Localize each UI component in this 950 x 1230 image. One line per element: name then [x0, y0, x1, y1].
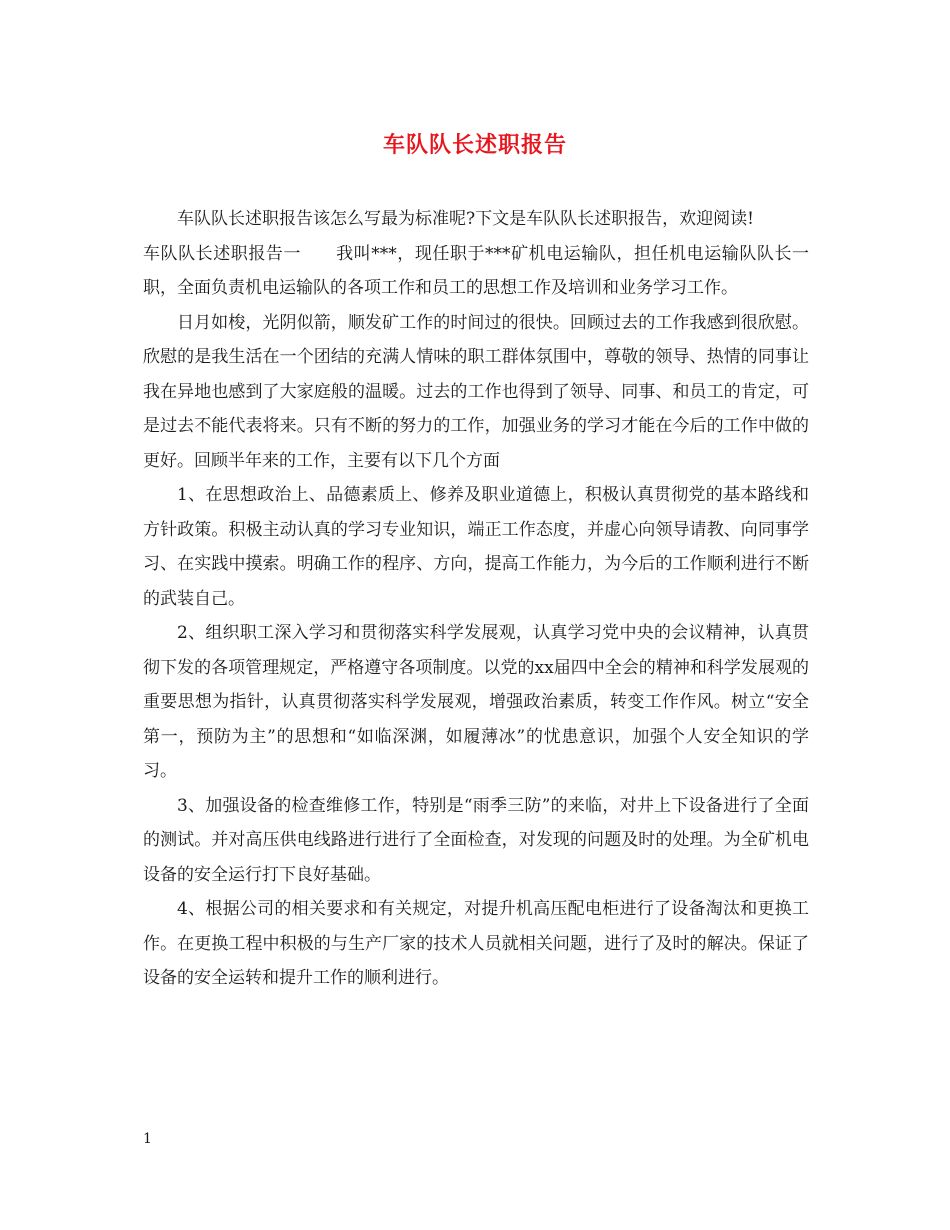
document-title: 车队队长述职报告 — [382, 132, 567, 158]
document-body — [143, 202, 809, 996]
body-paragraph: 4、根据公司的相关要求和有关规定，对提升机高压配电柜进行了设备淘汰和更换工作。在更换工程中积极的与生产厂家的技术人员就相关问题，进行了及时的解决。保证了设备的安全运转和提升工作的顺利进行。 — [143, 899, 809, 988]
intro-paragraph: 车队队长述职报告该怎么写最为标准呢?下文是车队队长述职报告，欢迎阅读! — [177, 209, 754, 229]
body-paragraph: 1、在思想政治上、品德素质上、修养及职业道德上，积极认真贯彻党的基本路线和方针政策。积极主动认真的学习专业知识，端正工作态度，并虚心向领导请教、向同事学习、在实践中摸索。明确工作的程序、方向，提高工作能力，为今后的工作顺利进行不断的武装自己。 — [143, 485, 809, 609]
body-paragraph: 2、组织职工深入学习和贯彻落实科学发展观，认真学习党中央的会议精神，认真贯彻下发的各项管理规定，严格遵守各项制度。以党的xx届四中全会的精神和科学发展观的重要思想为指针，认真贯彻落实科学发展观，增强政治素质，转变工作作风。树立“安全第一，预防为主”的思想和“如临深渊，如履薄冰”的忧患意识，加强个人安全知识的学习。 — [143, 623, 809, 781]
body-paragraph: 3、加强设备的检查维修工作，特别是“雨季三防”的来临，对井上下设备进行了全面的测试。并对高压供电线路进行进行了全面检查，对发现的问题及时的处理。为全矿机电设备的安全运行打下良好基础。 — [143, 795, 809, 885]
body-paragraph: 日月如梭，光阴似箭，顺发矿工作的时间过的很快。回顾过去的工作我感到很欣慰。欣慰的是我生活在一个团结的充满人情味的职工群体氛围中，尊敬的领导、热情的同事让我在异地也感到了大家庭般的温暖。过去的工作也得到了领导、同事、和员工的肯定，可是过去不能代表将来。只有不断的努力的工作，加强业务的学习才能在今后的工作中做的更好。回顾半年来的工作，主要有以下几个方面 — [143, 312, 809, 471]
section-heading-paragraph: 车队队长述职报告一 我叫***，现任职于***矿机电运输队，担任机电运输队队长一职，全面负责机电运输队的各项工作和员工的思想工作及培训和业务学习工作。 — [143, 243, 809, 298]
page-number: 1 — [143, 1131, 152, 1147]
